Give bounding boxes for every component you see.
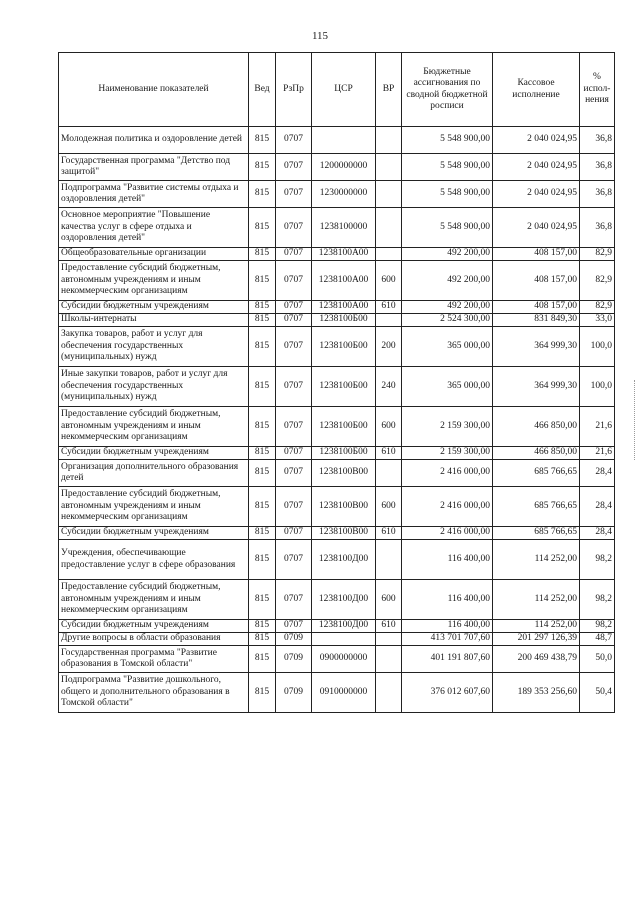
- cell-rzpr: 0709: [276, 673, 312, 713]
- cell-cash: 114 252,00: [493, 620, 580, 633]
- cell-ved: 815: [249, 248, 276, 261]
- cell-rzpr: 0707: [276, 447, 312, 460]
- cell-ved: 815: [249, 487, 276, 527]
- cell-ved: 815: [249, 540, 276, 580]
- cell-name: Закупка товаров, работ и услуг для обеспечения государственных (муниципальных) нужд: [59, 327, 249, 367]
- cell-cash: 114 252,00: [493, 540, 580, 580]
- cell-pct: 28,4: [580, 487, 615, 527]
- cell-ved: 815: [249, 327, 276, 367]
- cell-csr: 1238100Б00: [312, 314, 376, 327]
- cell-pct: 98,2: [580, 620, 615, 633]
- cell-ved: 815: [249, 620, 276, 633]
- column-header-rzpr: РзПр: [276, 53, 312, 127]
- cell-budget: 413 701 707,60: [402, 633, 493, 646]
- cell-ved: 815: [249, 154, 276, 181]
- cell-cash: 685 766,65: [493, 487, 580, 527]
- cell-vr: 610: [376, 301, 402, 314]
- cell-name: Учреждения, обеспечивающие предоставление услуг в сфере образования: [59, 540, 249, 580]
- cell-name: Государственная программа "Детство под защитой": [59, 154, 249, 181]
- cell-name: Иные закупки товаров, работ и услуг для обеспечения государственных (муниципальных) нужд: [59, 367, 249, 407]
- cell-budget: 492 200,00: [402, 301, 493, 314]
- cell-name: Государственная программа "Развитие образования в Томской области": [59, 646, 249, 673]
- table-row: [59, 261, 615, 301]
- cell-budget: 2 416 000,00: [402, 487, 493, 527]
- cell-vr: [376, 127, 402, 154]
- cell-budget: 2 416 000,00: [402, 460, 493, 487]
- cell-vr: 200: [376, 327, 402, 367]
- table-row: [59, 208, 615, 248]
- cell-budget: 2 159 300,00: [402, 447, 493, 460]
- cell-vr: [376, 460, 402, 487]
- cell-ved: 815: [249, 208, 276, 248]
- cell-pct: 33,0: [580, 314, 615, 327]
- cell-budget: 401 191 807,60: [402, 646, 493, 673]
- cell-vr: 610: [376, 620, 402, 633]
- cell-budget: 116 400,00: [402, 540, 493, 580]
- cell-csr: 1238100В00: [312, 527, 376, 540]
- cell-csr: 1238100А00: [312, 301, 376, 314]
- cell-ved: 815: [249, 673, 276, 713]
- cell-pct: 28,4: [580, 527, 615, 540]
- cell-pct: 100,0: [580, 367, 615, 407]
- cell-csr: 1238100000: [312, 208, 376, 248]
- cell-ved: 815: [249, 261, 276, 301]
- table-row: [59, 154, 615, 181]
- table-row: [59, 127, 615, 154]
- cell-pct: 98,2: [580, 580, 615, 620]
- cell-ved: 815: [249, 447, 276, 460]
- cell-ved: 815: [249, 314, 276, 327]
- cell-pct: 100,0: [580, 327, 615, 367]
- cell-vr: [376, 540, 402, 580]
- cell-vr: 610: [376, 527, 402, 540]
- cell-vr: 600: [376, 261, 402, 301]
- cell-csr: 1238100Б00: [312, 327, 376, 367]
- column-header-name: Наименование показателей: [59, 53, 249, 127]
- cell-budget: 376 012 607,60: [402, 673, 493, 713]
- cell-budget: 2 416 000,00: [402, 527, 493, 540]
- table-row: [59, 301, 615, 314]
- cell-pct: 36,8: [580, 208, 615, 248]
- cell-budget: 492 200,00: [402, 261, 493, 301]
- cell-csr: 1238100Б00: [312, 447, 376, 460]
- cell-ved: 815: [249, 646, 276, 673]
- cell-cash: 685 766,65: [493, 460, 580, 487]
- cell-csr: 1238100Б00: [312, 407, 376, 447]
- cell-budget: 116 400,00: [402, 620, 493, 633]
- cell-vr: 240: [376, 367, 402, 407]
- cell-vr: 600: [376, 580, 402, 620]
- column-header-percent: % испол-нения: [580, 53, 615, 127]
- table-row: [59, 633, 615, 646]
- cell-cash: 466 850,00: [493, 407, 580, 447]
- cell-ved: 815: [249, 580, 276, 620]
- table-row: [59, 367, 615, 407]
- cell-cash: 408 157,00: [493, 261, 580, 301]
- cell-rzpr: 0707: [276, 261, 312, 301]
- cell-pct: 98,2: [580, 540, 615, 580]
- cell-name: Основное мероприятие "Повышение качества услуг в сфере отдыха и оздоровления детей": [59, 208, 249, 248]
- cell-csr: 1238100А00: [312, 261, 376, 301]
- cell-cash: 2 040 024,95: [493, 208, 580, 248]
- table-row: [59, 487, 615, 527]
- cell-ved: 815: [249, 301, 276, 314]
- table-row: [59, 540, 615, 580]
- column-header-ved: Вед: [249, 53, 276, 127]
- cell-vr: 600: [376, 407, 402, 447]
- table-row: [59, 447, 615, 460]
- cell-cash: 2 040 024,95: [493, 127, 580, 154]
- cell-budget: 365 000,00: [402, 327, 493, 367]
- cell-name: Субсидии бюджетным учреждениям: [59, 527, 249, 540]
- cell-cash: 685 766,65: [493, 527, 580, 540]
- table-row: [59, 673, 615, 713]
- cell-name: Школы-интернаты: [59, 314, 249, 327]
- cell-name: Субсидии бюджетным учреждениям: [59, 620, 249, 633]
- table-row: [59, 407, 615, 447]
- column-header-csr: ЦСР: [312, 53, 376, 127]
- cell-rzpr: 0707: [276, 314, 312, 327]
- cell-csr: 1238100А00: [312, 248, 376, 261]
- cell-rzpr: 0707: [276, 181, 312, 208]
- cell-ved: 815: [249, 633, 276, 646]
- cell-vr: [376, 181, 402, 208]
- table-row: [59, 620, 615, 633]
- cell-rzpr: 0707: [276, 620, 312, 633]
- scan-edge-mark: [634, 380, 636, 460]
- cell-ved: 815: [249, 407, 276, 447]
- cell-name: Молодежная политика и оздоровление детей: [59, 127, 249, 154]
- cell-ved: 815: [249, 127, 276, 154]
- cell-vr: [376, 633, 402, 646]
- cell-budget: 116 400,00: [402, 580, 493, 620]
- cell-rzpr: 0707: [276, 540, 312, 580]
- cell-ved: 815: [249, 367, 276, 407]
- cell-csr: 1230000000: [312, 181, 376, 208]
- table-row: [59, 580, 615, 620]
- column-header-budget: Бюджетные ассигнования по сводной бюджетной росписи: [402, 53, 493, 127]
- cell-name: Подпрограмма "Развитие системы отдыха и оздоровления детей": [59, 181, 249, 208]
- cell-vr: [376, 646, 402, 673]
- cell-cash: 189 353 256,60: [493, 673, 580, 713]
- page-number: 115: [311, 30, 329, 42]
- cell-rzpr: 0707: [276, 580, 312, 620]
- cell-cash: 408 157,00: [493, 301, 580, 314]
- table-row: [59, 314, 615, 327]
- column-header-cash: Кассовое исполнение: [493, 53, 580, 127]
- cell-csr: [312, 127, 376, 154]
- cell-cash: 200 469 438,79: [493, 646, 580, 673]
- cell-ved: 815: [249, 460, 276, 487]
- cell-rzpr: 0707: [276, 487, 312, 527]
- table-row: [59, 327, 615, 367]
- cell-pct: 82,9: [580, 301, 615, 314]
- cell-csr: 1238100Д00: [312, 580, 376, 620]
- cell-rzpr: 0709: [276, 633, 312, 646]
- cell-budget: 2 524 300,00: [402, 314, 493, 327]
- cell-name: Субсидии бюджетным учреждениям: [59, 301, 249, 314]
- cell-pct: 36,8: [580, 127, 615, 154]
- cell-vr: [376, 154, 402, 181]
- cell-rzpr: 0707: [276, 367, 312, 407]
- cell-name: Предоставление субсидий бюджетным, автономным учреждениям и иным некоммерческим организациям: [59, 487, 249, 527]
- cell-name: Подпрограмма "Развитие дошкольного, общего и дополнительного образования в Томской области": [59, 673, 249, 713]
- cell-cash: 408 157,00: [493, 248, 580, 261]
- table-row: [59, 181, 615, 208]
- cell-pct: 82,9: [580, 248, 615, 261]
- cell-budget: 365 000,00: [402, 367, 493, 407]
- cell-pct: 36,8: [580, 181, 615, 208]
- cell-rzpr: 0707: [276, 327, 312, 367]
- cell-name: Предоставление субсидий бюджетным, автономным учреждениям и иным некоммерческим организациям: [59, 580, 249, 620]
- cell-csr: 0900000000: [312, 646, 376, 673]
- cell-cash: 364 999,30: [493, 327, 580, 367]
- cell-cash: 2 040 024,95: [493, 181, 580, 208]
- cell-pct: 82,9: [580, 261, 615, 301]
- table-row: [59, 646, 615, 673]
- cell-rzpr: 0707: [276, 301, 312, 314]
- cell-name: Предоставление субсидий бюджетным, автономным учреждениям и иным некоммерческим организациям: [59, 261, 249, 301]
- cell-pct: 21,6: [580, 447, 615, 460]
- cell-cash: 831 849,30: [493, 314, 580, 327]
- column-header-vr: ВР: [376, 53, 402, 127]
- cell-csr: 1238100В00: [312, 460, 376, 487]
- cell-name: Организация дополнительного образования детей: [59, 460, 249, 487]
- cell-rzpr: 0707: [276, 460, 312, 487]
- table-row: [59, 527, 615, 540]
- cell-name: Предоставление субсидий бюджетным, автономным учреждениям и иным некоммерческим организациям: [59, 407, 249, 447]
- cell-rzpr: 0707: [276, 208, 312, 248]
- cell-ved: 815: [249, 527, 276, 540]
- cell-cash: 2 040 024,95: [493, 154, 580, 181]
- table-row: [59, 460, 615, 487]
- table-row: [59, 248, 615, 261]
- table-body: [59, 127, 615, 713]
- cell-rzpr: 0707: [276, 248, 312, 261]
- cell-csr: 1238100Д00: [312, 620, 376, 633]
- cell-budget: 5 548 900,00: [402, 208, 493, 248]
- cell-cash: 201 297 126,39: [493, 633, 580, 646]
- cell-pct: 48,7: [580, 633, 615, 646]
- cell-budget: 492 200,00: [402, 248, 493, 261]
- cell-rzpr: 0707: [276, 127, 312, 154]
- cell-pct: 28,4: [580, 460, 615, 487]
- cell-csr: [312, 633, 376, 646]
- cell-pct: 50,0: [580, 646, 615, 673]
- cell-vr: [376, 248, 402, 261]
- cell-vr: [376, 208, 402, 248]
- table-header-row: [59, 53, 615, 127]
- cell-cash: 114 252,00: [493, 580, 580, 620]
- cell-vr: [376, 314, 402, 327]
- cell-vr: 610: [376, 447, 402, 460]
- cell-pct: 21,6: [580, 407, 615, 447]
- cell-vr: [376, 673, 402, 713]
- cell-csr: 1238100В00: [312, 487, 376, 527]
- cell-ved: 815: [249, 181, 276, 208]
- cell-rzpr: 0707: [276, 527, 312, 540]
- cell-name: Другие вопросы в области образования: [59, 633, 249, 646]
- cell-vr: 600: [376, 487, 402, 527]
- cell-rzpr: 0707: [276, 407, 312, 447]
- cell-budget: 2 159 300,00: [402, 407, 493, 447]
- cell-name: Общеобразовательные организации: [59, 248, 249, 261]
- cell-csr: 1238100Д00: [312, 540, 376, 580]
- cell-pct: 36,8: [580, 154, 615, 181]
- budget-table: [58, 52, 615, 713]
- cell-pct: 50,4: [580, 673, 615, 713]
- cell-budget: 5 548 900,00: [402, 181, 493, 208]
- cell-rzpr: 0709: [276, 646, 312, 673]
- cell-cash: 364 999,30: [493, 367, 580, 407]
- cell-budget: 5 548 900,00: [402, 154, 493, 181]
- cell-csr: 1238100Б00: [312, 367, 376, 407]
- cell-csr: 0910000000: [312, 673, 376, 713]
- cell-name: Субсидии бюджетным учреждениям: [59, 447, 249, 460]
- cell-csr: 1200000000: [312, 154, 376, 181]
- cell-cash: 466 850,00: [493, 447, 580, 460]
- cell-budget: 5 548 900,00: [402, 127, 493, 154]
- cell-rzpr: 0707: [276, 154, 312, 181]
